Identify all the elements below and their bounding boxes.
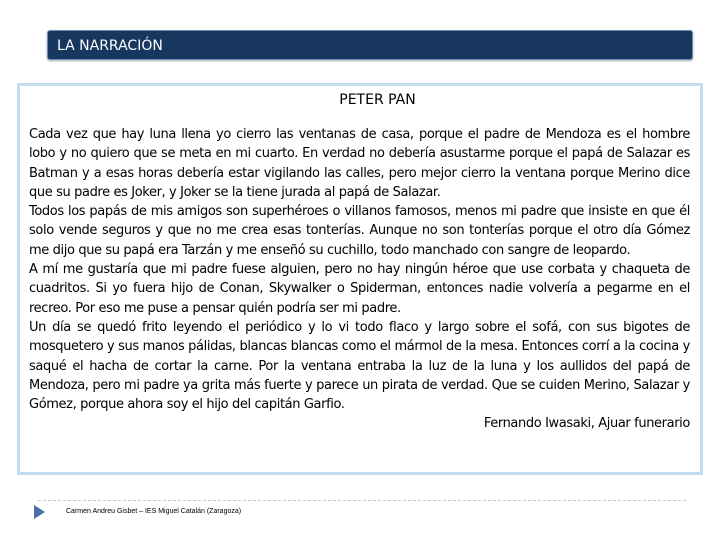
footer-credit: Carmen Andreu Gisbet – IES Miguel Catalán (Zaragoza): [66, 508, 242, 515]
story-paragraph: Cada vez que hay luna llena yo cierro las ventanas de casa, porque el padre de Mendoza es el hombre lobo y no quiero que se meta en mi cuarto. En verdad no debería asustarme porque el papá de Salazar es Batman y a esas horas debería estar vigilando las calles, pero mejor cierro la ventana porque Merino dice que su padre es Joker, y Joker se la tiene jurada al papá de Salazar.: [29, 127, 690, 200]
story-title: PETER PAN: [339, 92, 416, 108]
section-title-bar: LA NARRACIÓN: [47, 30, 693, 60]
story-text-box: [17, 83, 703, 475]
footer-divider: [38, 500, 686, 501]
story-paragraph: Todos los papás de mis amigos son superhéroes o villanos famosos, menos mi padre que insiste en que él solo vende seguros y que no me crea esas tonterías. Aunque no son tonterías porque el otro día Gómez me dijo que su papá era Tarzán y me enseñó su cuchillo, todo manchado con sangre de leopardo.: [29, 204, 690, 258]
story-paragraph: A mí me gustaría que mi padre fuese alguien, pero no hay ningún héroe que use corbata y chaqueta de cuadritos. Si yo fuera hijo de Conan, Skywalker o Spiderman, entonces nadie volvería a pegarme en el recreo. Por eso me puse a pensar quién podría ser mi padre.: [29, 262, 690, 316]
story-signature: Fernando Iwasaki, Ajuar funerario: [483, 416, 690, 432]
triangle-right-icon: [34, 505, 45, 519]
story-paragraph: Un día se quedó frito leyendo el periódico y lo vi todo flaco y largo sobre el sofá, con sus bigotes de mosquetero y sus manos pálidas, blancas blancas como el mármol de la mesa. Entonces corrí a la cocina y saqué el hacha de cortar la carne. Por la ventana entraba la luz de la luna y los aullidos del papá de Mendoza, pero mi padre ya grita más fuerte y parece un pirata de verdad. Que se cuiden Merino, Salazar y Gómez, porque ahora soy el hijo del capitán Garfio.: [29, 319, 690, 413]
